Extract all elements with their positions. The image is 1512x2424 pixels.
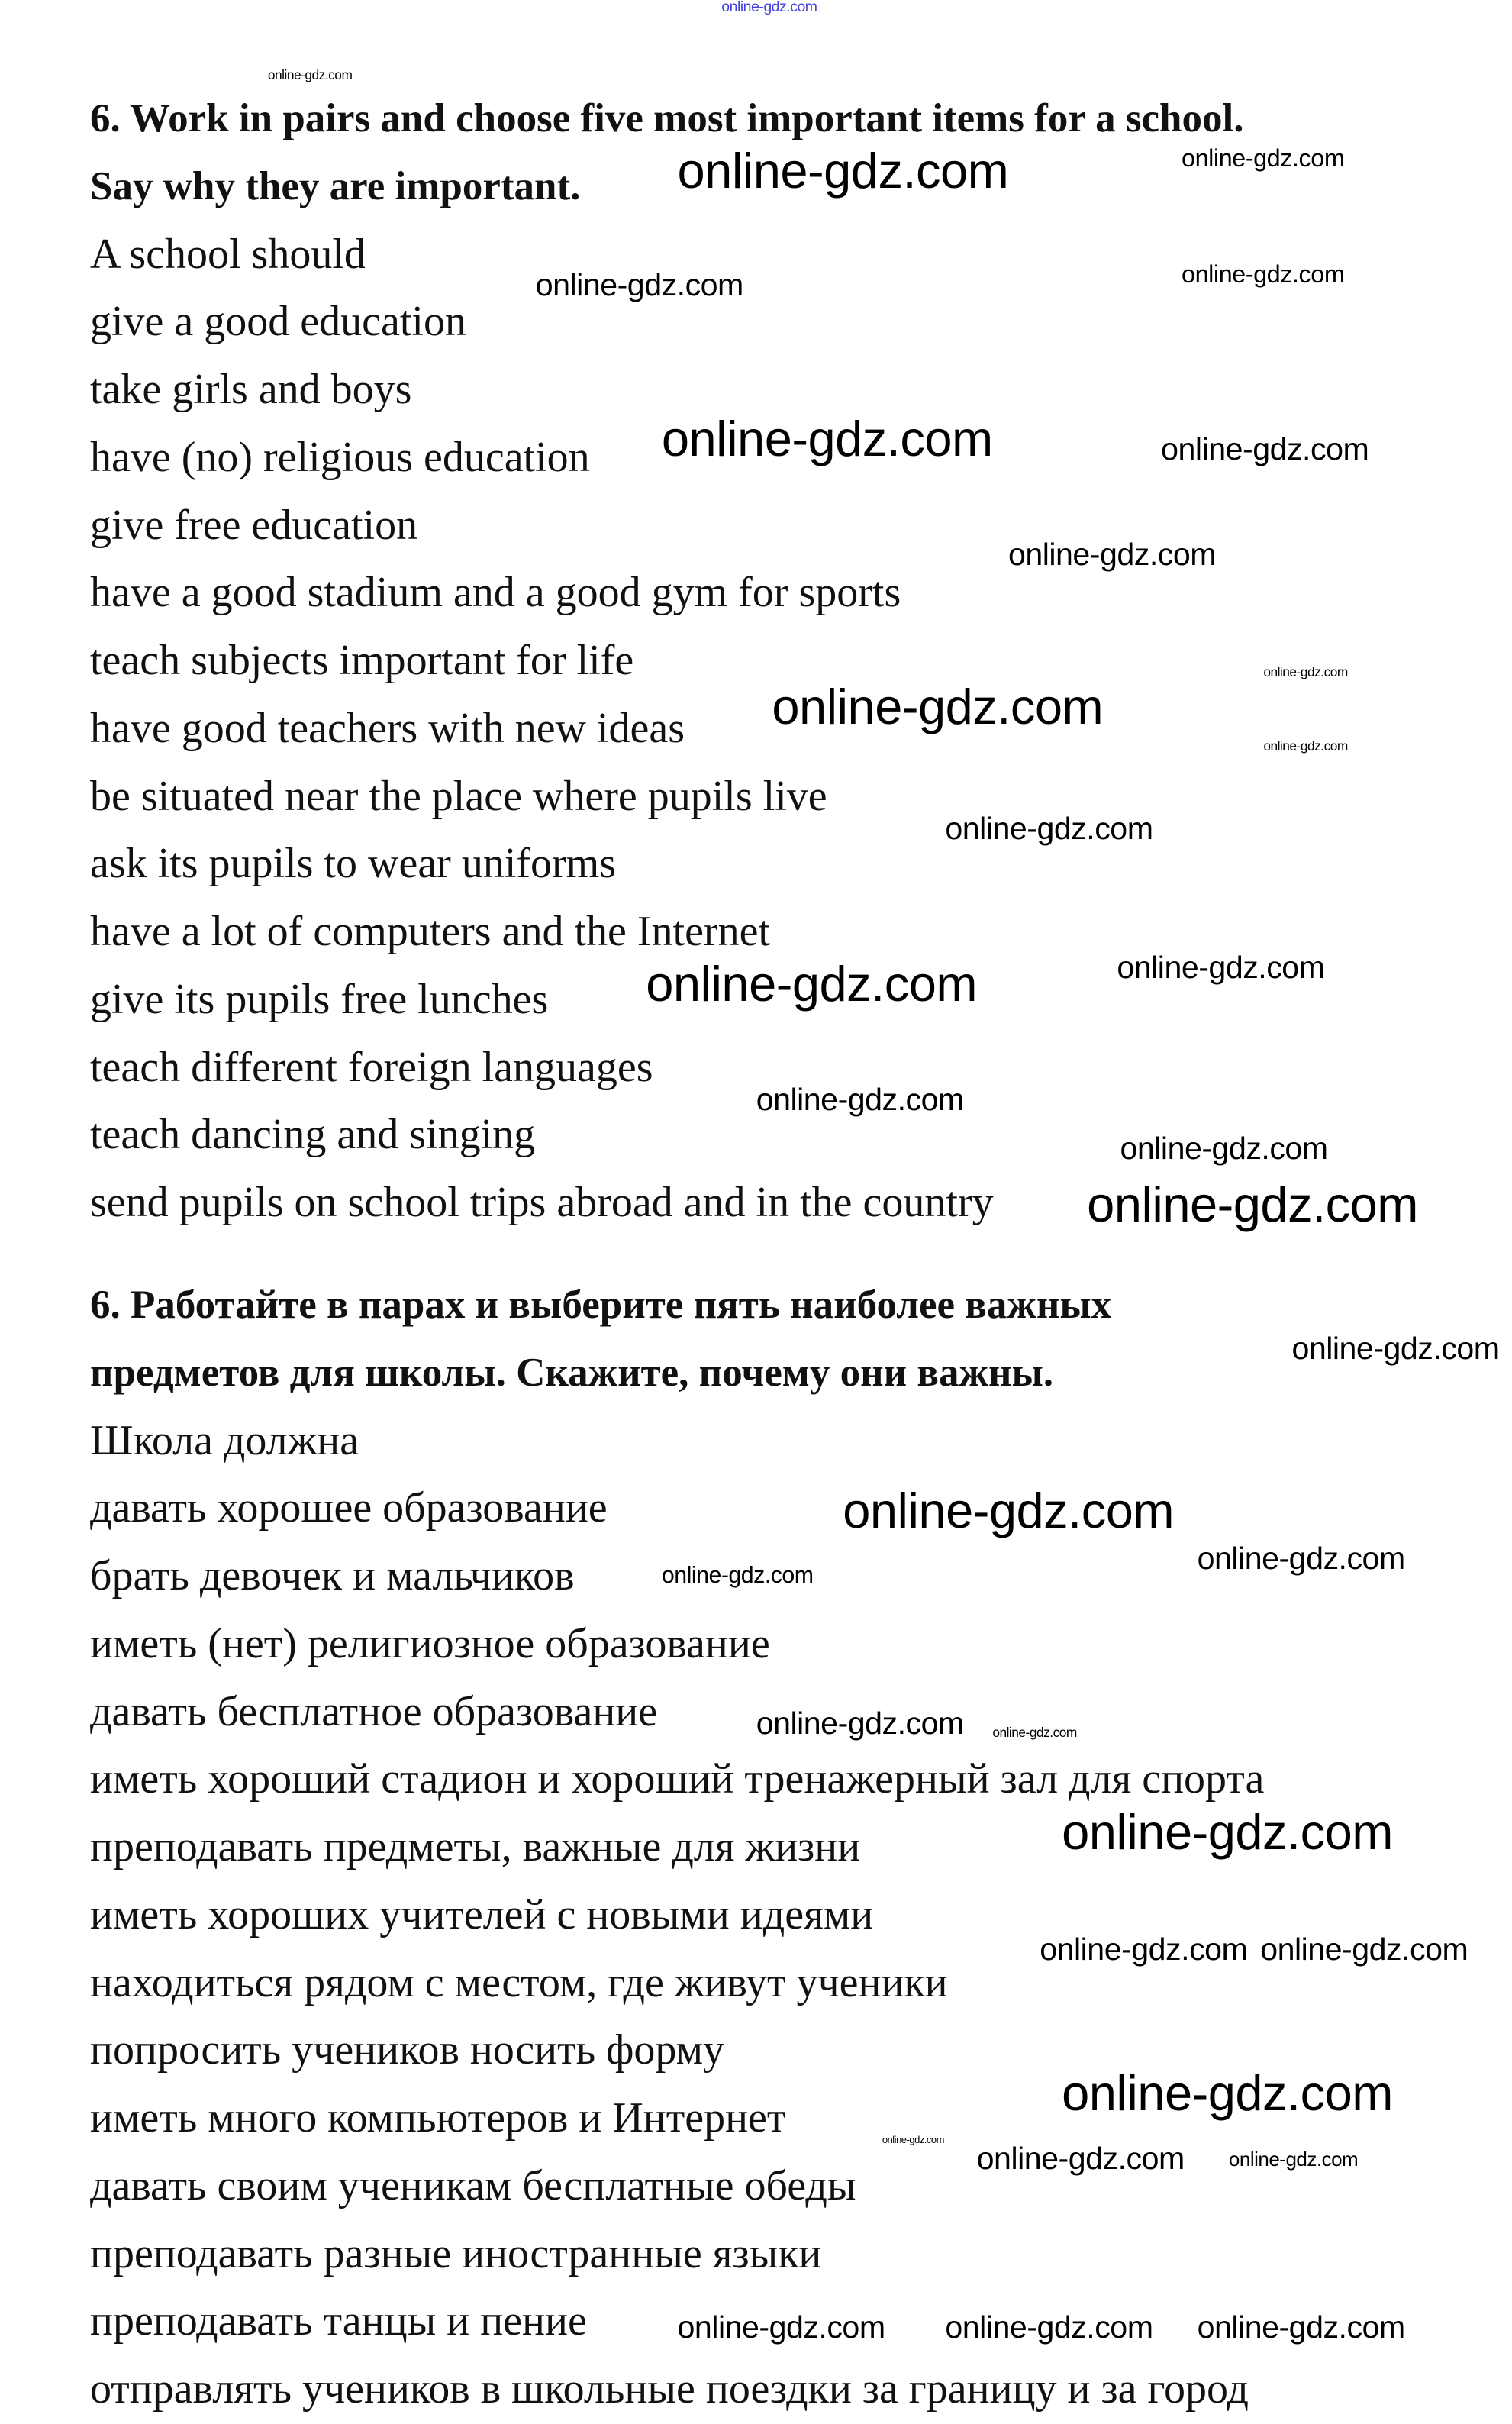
list-item: попросить учеников носить форму xyxy=(90,2026,725,2074)
watermark-text: online-gdz.com xyxy=(1040,1931,1248,1967)
watermark-text: online-gdz.com xyxy=(1062,1803,1393,1860)
list-item: give a good education xyxy=(90,298,466,346)
list-item: take girls and boys xyxy=(90,366,412,413)
watermark-text: online-gdz.com xyxy=(945,811,1153,847)
watermark-text: online-gdz.com xyxy=(945,2309,1153,2345)
list-item: давать хорошее образование xyxy=(90,1484,608,1532)
watermark-text: online-gdz.com xyxy=(535,267,743,302)
list-item: have a lot of computers and the Internet xyxy=(90,908,770,955)
list-item: иметь хороших учителей с новыми идеями xyxy=(90,1890,874,1938)
watermark-text: online-gdz.com xyxy=(843,1482,1175,1538)
list-item: give free education xyxy=(90,501,418,549)
list-item: send pupils on school trips abroad and in the country xyxy=(90,1179,994,1226)
list-item: брать девочек и мальчиков xyxy=(90,1552,575,1599)
watermark-text: online-gdz.com xyxy=(1263,663,1348,679)
list-item: teach subjects important for life xyxy=(90,637,634,684)
list-item: have good teachers with new ideas xyxy=(90,704,685,752)
watermark-text: online-gdz.com xyxy=(1007,536,1217,572)
watermark-text: online-gdz.com xyxy=(721,0,817,15)
english-exercise xyxy=(90,85,1243,1237)
watermark-text: online-gdz.com xyxy=(1161,431,1369,466)
watermark-text: online-gdz.com xyxy=(661,411,993,467)
list-item: находиться рядом с местом, где живут ученики xyxy=(90,1958,948,2006)
watermark-text: online-gdz.com xyxy=(1120,1131,1328,1167)
exercise-title-line-1: 6. Work in pairs and choose five most important items for a school. xyxy=(90,96,1244,140)
watermark-text: online-gdz.com xyxy=(677,143,1009,199)
list-item: давать бесплатное образование xyxy=(90,1687,658,1735)
list-item: have a good stadium and a good gym for sports xyxy=(90,569,901,617)
watermark-text: online-gdz.com xyxy=(1182,144,1345,172)
watermark-text: online-gdz.com xyxy=(992,1724,1077,1740)
watermark-text: online-gdz.com xyxy=(772,679,1104,735)
list-item: отправлять учеников в школьные поездки за границу и за город xyxy=(90,2365,1249,2413)
list-item: преподавать танцы и пение xyxy=(90,2297,587,2345)
list-item: преподавать разные иностранные языки xyxy=(90,2229,822,2277)
intro-text: Школа должна xyxy=(90,1416,359,1464)
list-item: teach different foreign languages xyxy=(90,1043,653,1091)
watermark-text: online-gdz.com xyxy=(756,1706,964,1741)
watermark-text: online-gdz.com xyxy=(1291,1331,1500,1367)
watermark-text: online-gdz.com xyxy=(756,1082,964,1118)
exercise-title-line-2: Say why they are important. xyxy=(90,163,581,208)
watermark-text: online-gdz.com xyxy=(1062,2065,1393,2122)
list-item: иметь хороший стадион и хороший тренажерный зал для спорта xyxy=(90,1755,1265,1803)
list-item: give its pupils free lunches xyxy=(90,975,549,1023)
watermark-text: online-gdz.com xyxy=(1182,260,1345,289)
watermark-text: online-gdz.com xyxy=(882,2133,944,2145)
list-item: преподавать предметы, важные для жизни xyxy=(90,1823,861,1870)
list-item: иметь много компьютеров и Интернет xyxy=(90,2094,786,2142)
watermark-text: online-gdz.com xyxy=(677,2309,885,2345)
watermark-text: online-gdz.com xyxy=(1228,2148,1359,2171)
exercise-title-line-1: 6. Работайте в парах и выберите пять наиболее важных xyxy=(90,1283,1112,1327)
watermark-text: online-gdz.com xyxy=(1197,2309,1405,2345)
watermark-text: online-gdz.com xyxy=(1263,738,1348,754)
watermark-text: online-gdz.com xyxy=(646,956,978,1012)
list-item: be situated near the place where pupils live xyxy=(90,772,827,820)
watermark-text: online-gdz.com xyxy=(976,2141,1185,2177)
watermark-text: online-gdz.com xyxy=(661,1563,814,1589)
watermark-text: online-gdz.com xyxy=(1260,1931,1468,1967)
list-item: ask its pupils to wear uniforms xyxy=(90,840,617,888)
watermark-text: online-gdz.com xyxy=(1117,949,1325,985)
watermark-text: online-gdz.com xyxy=(1087,1176,1418,1233)
list-item: иметь (нет) религиозное образование xyxy=(90,1619,770,1667)
list-item: давать своим ученикам бесплатные обеды xyxy=(90,2161,856,2209)
intro-text: A school should xyxy=(90,230,366,278)
exercise-title-line-2: предметов для школы. Скажите, почему они важны. xyxy=(90,1350,1054,1395)
list-item: teach dancing and singing xyxy=(90,1111,536,1159)
watermark-text: online-gdz.com xyxy=(267,66,353,82)
list-item: have (no) religious education xyxy=(90,433,590,481)
watermark-text: online-gdz.com xyxy=(1197,1540,1405,1576)
